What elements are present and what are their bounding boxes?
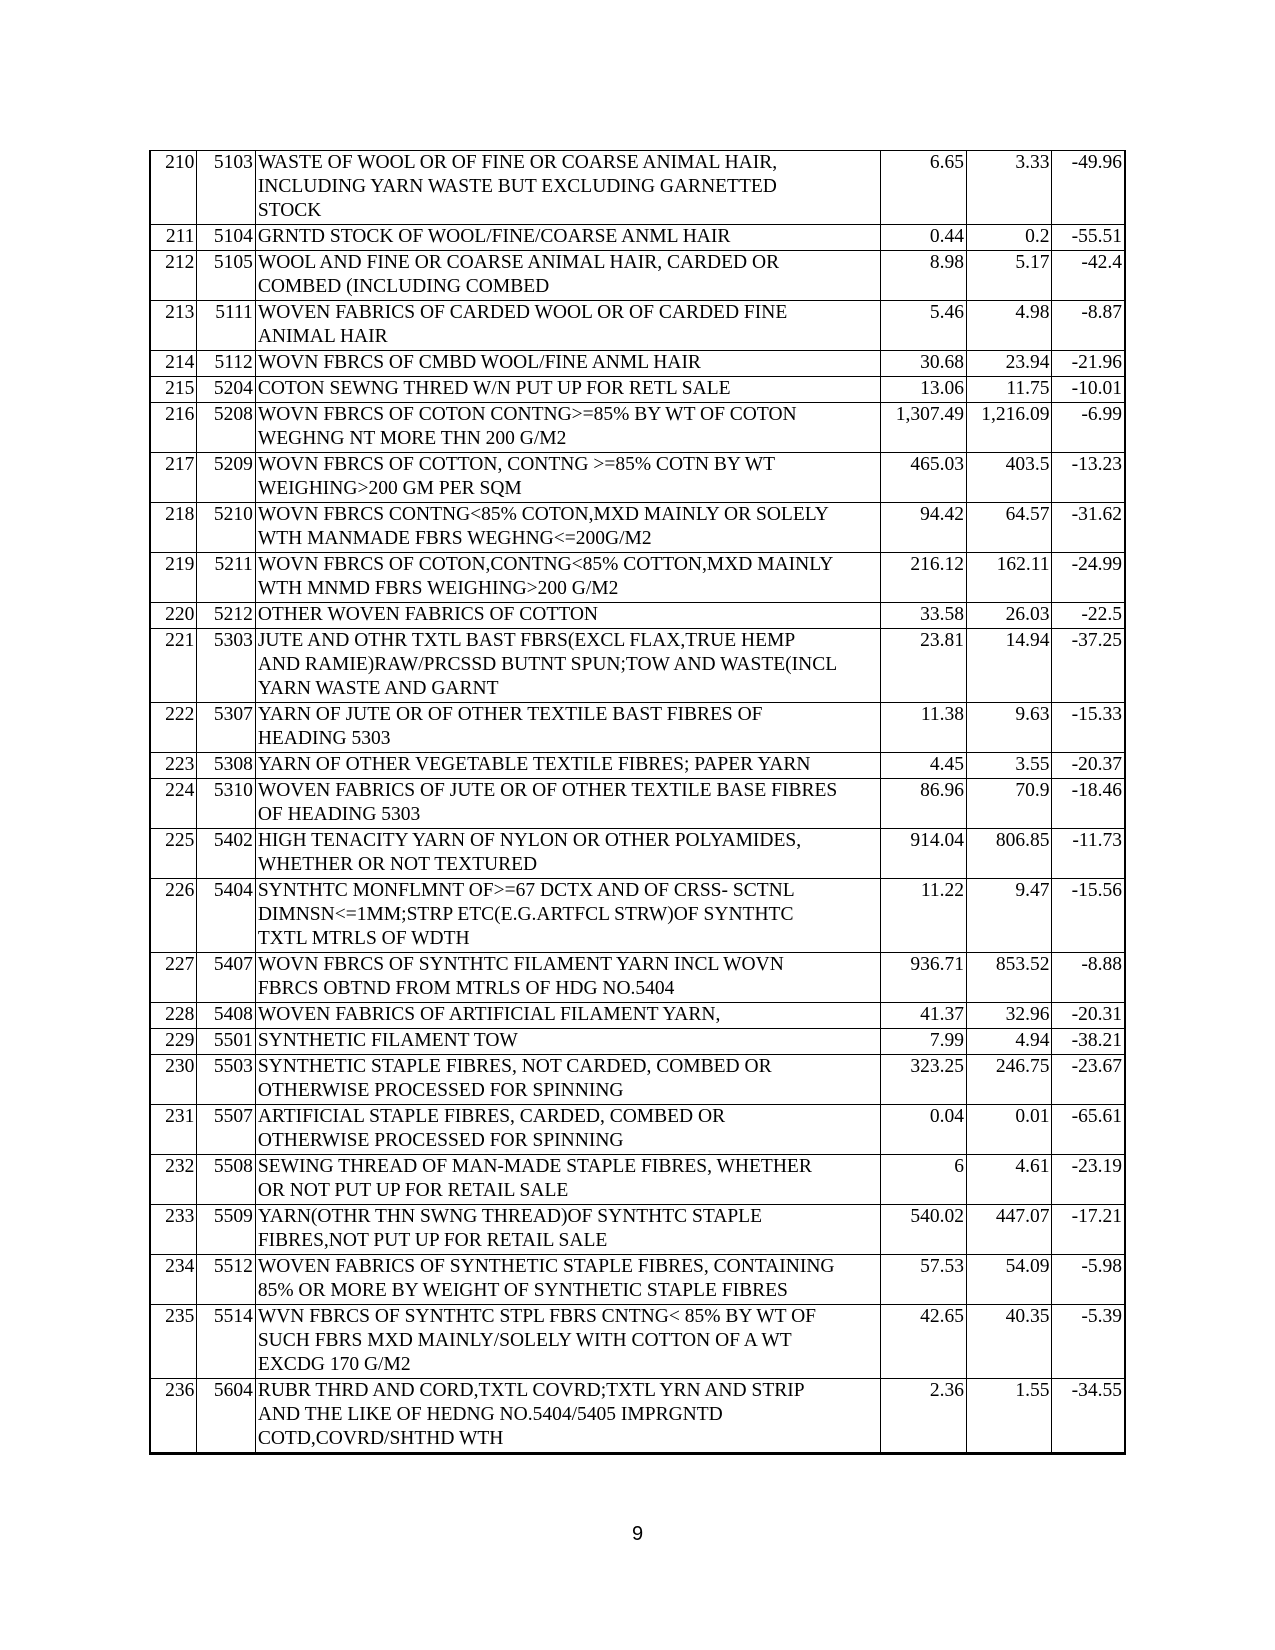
table-row [150, 1029, 1125, 1055]
table-row [150, 879, 1125, 953]
serial-number-cell: 225 [150, 829, 197, 879]
percent-change-cell: -34.55 [1052, 1379, 1125, 1454]
description-cell: GRNTD STOCK OF WOOL/FINE/COARSE ANML HAIR [255, 225, 881, 251]
description-cell: ARTIFICIAL STAPLE FIBRES, CARDED, COMBED OR OTHERWISE PROCESSED FOR SPINNING [255, 1105, 881, 1155]
value-previous-cell: 13.06 [881, 377, 967, 403]
hs-code-cell: 5303 [197, 629, 255, 703]
percent-change-cell: -20.31 [1052, 1003, 1125, 1029]
serial-number-cell: 220 [150, 603, 197, 629]
value-current-cell: 70.9 [966, 779, 1052, 829]
table-row [150, 301, 1125, 351]
description-cell: YARN OF OTHER VEGETABLE TEXTILE FIBRES; PAPER YARN [255, 753, 881, 779]
value-current-cell: 32.96 [966, 1003, 1052, 1029]
percent-change-cell: -20.37 [1052, 753, 1125, 779]
value-previous-cell: 11.22 [881, 879, 967, 953]
hs-code-cell: 5503 [197, 1055, 255, 1105]
value-previous-cell: 914.04 [881, 829, 967, 879]
value-previous-cell: 5.46 [881, 301, 967, 351]
page-number: 9 [631, 1523, 644, 1545]
description-cell: WOVN FBRCS OF SYNTHTC FILAMENT YARN INCL WOVN FBRCS OBTND FROM MTRLS OF HDG NO.5404 [255, 953, 881, 1003]
serial-number-cell: 232 [150, 1155, 197, 1205]
description-cell: RUBR THRD AND CORD,TXTL COVRD;TXTL YRN AND STRIP AND THE LIKE OF HEDNG NO.5404/5405 IMPRGNTD COTD,COVRD/SHTHD WTH [255, 1379, 881, 1454]
hs-code-cell: 5509 [197, 1205, 255, 1255]
table-row [150, 377, 1125, 403]
serial-number-cell: 222 [150, 703, 197, 753]
value-previous-cell: 540.02 [881, 1205, 967, 1255]
serial-number-cell: 223 [150, 753, 197, 779]
hs-code-cell: 5212 [197, 603, 255, 629]
description-cell: OTHER WOVEN FABRICS OF COTTON [255, 603, 881, 629]
value-current-cell: 806.85 [966, 829, 1052, 879]
hs-code-cell: 5507 [197, 1105, 255, 1155]
serial-number-cell: 228 [150, 1003, 197, 1029]
percent-change-cell: -11.73 [1052, 829, 1125, 879]
table-row [150, 403, 1125, 453]
table-row [150, 753, 1125, 779]
percent-change-cell: -18.46 [1052, 779, 1125, 829]
percent-change-cell: -23.67 [1052, 1055, 1125, 1105]
value-current-cell: 4.61 [966, 1155, 1052, 1205]
value-current-cell: 54.09 [966, 1255, 1052, 1305]
value-current-cell: 40.35 [966, 1305, 1052, 1379]
description-cell: WASTE OF WOOL OR OF FINE OR COARSE ANIMAL HAIR, INCLUDING YARN WASTE BUT EXCLUDING GARNETTED STOCK [255, 151, 881, 225]
serial-number-cell: 213 [150, 301, 197, 351]
value-previous-cell: 0.44 [881, 225, 967, 251]
serial-number-cell: 227 [150, 953, 197, 1003]
description-cell: WVN FBRCS OF SYNTHTC STPL FBRS CNTNG< 85% BY WT OF SUCH FBRS MXD MAINLY/SOLELY WITH COTTON OF A WT EXCDG 170 G/M2 [255, 1305, 881, 1379]
value-previous-cell: 8.98 [881, 251, 967, 301]
value-previous-cell: 2.36 [881, 1379, 967, 1454]
description-cell: HIGH TENACITY YARN OF NYLON OR OTHER POLYAMIDES, WHETHER OR NOT TEXTURED [255, 829, 881, 879]
percent-change-cell: -37.25 [1052, 629, 1125, 703]
description-cell: WOVEN FABRICS OF JUTE OR OF OTHER TEXTILE BASE FIBRES OF HEADING 5303 [255, 779, 881, 829]
percent-change-cell: -42.4 [1052, 251, 1125, 301]
percent-change-cell: -22.5 [1052, 603, 1125, 629]
percent-change-cell: -10.01 [1052, 377, 1125, 403]
serial-number-cell: 224 [150, 779, 197, 829]
value-current-cell: 0.2 [966, 225, 1052, 251]
table-row [150, 1205, 1125, 1255]
table-row [150, 553, 1125, 603]
table-row [150, 251, 1125, 301]
value-current-cell: 23.94 [966, 351, 1052, 377]
value-previous-cell: 86.96 [881, 779, 967, 829]
description-cell: WOVEN FABRICS OF ARTIFICIAL FILAMENT YARN, [255, 1003, 881, 1029]
table-row [150, 503, 1125, 553]
value-current-cell: 403.5 [966, 453, 1052, 503]
hs-code-cell: 5112 [197, 351, 255, 377]
percent-change-cell: -6.99 [1052, 403, 1125, 453]
value-previous-cell: 0.04 [881, 1105, 967, 1155]
percent-change-cell: -21.96 [1052, 351, 1125, 377]
percent-change-cell: -5.98 [1052, 1255, 1125, 1305]
table-row [150, 1055, 1125, 1105]
value-previous-cell: 30.68 [881, 351, 967, 377]
table-row [150, 351, 1125, 377]
value-previous-cell: 4.45 [881, 753, 967, 779]
hs-code-cell: 5402 [197, 829, 255, 879]
description-cell: WOVEN FABRICS OF SYNTHETIC STAPLE FIBRES, CONTAINING 85% OR MORE BY WEIGHT OF SYNTHETIC STAPLE FIBRES [255, 1255, 881, 1305]
serial-number-cell: 218 [150, 503, 197, 553]
value-current-cell: 3.33 [966, 151, 1052, 225]
percent-change-cell: -24.99 [1052, 553, 1125, 603]
description-cell: SEWING THREAD OF MAN-MADE STAPLE FIBRES, WHETHER OR NOT PUT UP FOR RETAIL SALE [255, 1155, 881, 1205]
hs-code-cell: 5111 [197, 301, 255, 351]
value-previous-cell: 1,307.49 [881, 403, 967, 453]
hs-code-cell: 5508 [197, 1155, 255, 1205]
serial-number-cell: 226 [150, 879, 197, 953]
description-cell: YARN(OTHR THN SWNG THREAD)OF SYNTHTC STAPLE FIBRES,NOT PUT UP FOR RETAIL SALE [255, 1205, 881, 1255]
value-previous-cell: 57.53 [881, 1255, 967, 1305]
value-previous-cell: 94.42 [881, 503, 967, 553]
hs-code-cell: 5105 [197, 251, 255, 301]
description-cell: SYNTHETIC FILAMENT TOW [255, 1029, 881, 1055]
serial-number-cell: 216 [150, 403, 197, 453]
table-row [150, 1379, 1125, 1454]
percent-change-cell: -38.21 [1052, 1029, 1125, 1055]
hs-code-cell: 5209 [197, 453, 255, 503]
percent-change-cell: -8.87 [1052, 301, 1125, 351]
table-row [150, 1105, 1125, 1155]
percent-change-cell: -49.96 [1052, 151, 1125, 225]
description-cell: WOVN FBRCS CONTNG<85% COTON,MXD MAINLY OR SOLELY WTH MANMADE FBRS WEGHNG<=200G/M2 [255, 503, 881, 553]
hs-code-cell: 5308 [197, 753, 255, 779]
percent-change-cell: -31.62 [1052, 503, 1125, 553]
value-previous-cell: 936.71 [881, 953, 967, 1003]
value-previous-cell: 41.37 [881, 1003, 967, 1029]
percent-change-cell: -5.39 [1052, 1305, 1125, 1379]
serial-number-cell: 230 [150, 1055, 197, 1105]
value-previous-cell: 6 [881, 1155, 967, 1205]
description-cell: COTON SEWNG THRED W/N PUT UP FOR RETL SALE [255, 377, 881, 403]
serial-number-cell: 214 [150, 351, 197, 377]
percent-change-cell: -23.19 [1052, 1155, 1125, 1205]
hs-code-cell: 5408 [197, 1003, 255, 1029]
description-cell: WOVN FBRCS OF COTON CONTNG>=85% BY WT OF COTON WEGHNG NT MORE THN 200 G/M2 [255, 403, 881, 453]
description-cell: WOVN FBRCS OF CMBD WOOL/FINE ANML HAIR [255, 351, 881, 377]
table-row [150, 151, 1125, 225]
serial-number-cell: 215 [150, 377, 197, 403]
description-cell: SYNTHTC MONFLMNT OF>=67 DCTX AND OF CRSS- SCTNL DIMNSN<=1MM;STRP ETC(E.G.ARTFCL STRW)OF SYNTHTC TXTL MTRLS OF WDTH [255, 879, 881, 953]
value-previous-cell: 11.38 [881, 703, 967, 753]
table-row [150, 703, 1125, 753]
table-row [150, 1305, 1125, 1379]
table-row [150, 779, 1125, 829]
commodity-table [149, 150, 1126, 1455]
value-previous-cell: 33.58 [881, 603, 967, 629]
table-row [150, 603, 1125, 629]
description-cell: WOOL AND FINE OR COARSE ANIMAL HAIR, CARDED OR COMBED (INCLUDING COMBED [255, 251, 881, 301]
description-cell: WOVN FBRCS OF COTTON, CONTNG >=85% COTN BY WT WEIGHING>200 GM PER SQM [255, 453, 881, 503]
value-previous-cell: 6.65 [881, 151, 967, 225]
serial-number-cell: 233 [150, 1205, 197, 1255]
percent-change-cell: -15.56 [1052, 879, 1125, 953]
table-row [150, 829, 1125, 879]
value-current-cell: 11.75 [966, 377, 1052, 403]
description-cell: JUTE AND OTHR TXTL BAST FBRS(EXCL FLAX,TRUE HEMP AND RAMIE)RAW/PRCSSD BUTNT SPUN;TOW AND WASTE(INCL YARN WASTE AND GARNT [255, 629, 881, 703]
serial-number-cell: 217 [150, 453, 197, 503]
hs-code-cell: 5512 [197, 1255, 255, 1305]
value-current-cell: 162.11 [966, 553, 1052, 603]
value-current-cell: 4.98 [966, 301, 1052, 351]
value-previous-cell: 323.25 [881, 1055, 967, 1105]
serial-number-cell: 211 [150, 225, 197, 251]
serial-number-cell: 234 [150, 1255, 197, 1305]
value-current-cell: 0.01 [966, 1105, 1052, 1155]
value-current-cell: 4.94 [966, 1029, 1052, 1055]
description-cell: WOVN FBRCS OF COTON,CONTNG<85% COTTON,MXD MAINLY WTH MNMD FBRS WEIGHING>200 G/M2 [255, 553, 881, 603]
hs-code-cell: 5514 [197, 1305, 255, 1379]
value-current-cell: 26.03 [966, 603, 1052, 629]
table-row [150, 1255, 1125, 1305]
table-row [150, 225, 1125, 251]
table-row [150, 1155, 1125, 1205]
commodity-table-body [150, 151, 1125, 1454]
description-cell: SYNTHETIC STAPLE FIBRES, NOT CARDED, COMBED OR OTHERWISE PROCESSED FOR SPINNING [255, 1055, 881, 1105]
value-current-cell: 9.47 [966, 879, 1052, 953]
percent-change-cell: -65.61 [1052, 1105, 1125, 1155]
hs-code-cell: 5211 [197, 553, 255, 603]
value-previous-cell: 23.81 [881, 629, 967, 703]
value-current-cell: 3.55 [966, 753, 1052, 779]
value-current-cell: 1,216.09 [966, 403, 1052, 453]
table-row [150, 1003, 1125, 1029]
value-previous-cell: 42.65 [881, 1305, 967, 1379]
table-row [150, 453, 1125, 503]
hs-code-cell: 5103 [197, 151, 255, 225]
table-row [150, 629, 1125, 703]
serial-number-cell: 212 [150, 251, 197, 301]
value-current-cell: 5.17 [966, 251, 1052, 301]
hs-code-cell: 5501 [197, 1029, 255, 1055]
serial-number-cell: 231 [150, 1105, 197, 1155]
value-previous-cell: 216.12 [881, 553, 967, 603]
value-current-cell: 14.94 [966, 629, 1052, 703]
hs-code-cell: 5208 [197, 403, 255, 453]
serial-number-cell: 219 [150, 553, 197, 603]
percent-change-cell: -17.21 [1052, 1205, 1125, 1255]
hs-code-cell: 5210 [197, 503, 255, 553]
value-current-cell: 9.63 [966, 703, 1052, 753]
description-cell: WOVEN FABRICS OF CARDED WOOL OR OF CARDED FINE ANIMAL HAIR [255, 301, 881, 351]
serial-number-cell: 221 [150, 629, 197, 703]
description-cell: YARN OF JUTE OR OF OTHER TEXTILE BAST FIBRES OF HEADING 5303 [255, 703, 881, 753]
percent-change-cell: -55.51 [1052, 225, 1125, 251]
serial-number-cell: 235 [150, 1305, 197, 1379]
hs-code-cell: 5407 [197, 953, 255, 1003]
hs-code-cell: 5404 [197, 879, 255, 953]
percent-change-cell: -8.88 [1052, 953, 1125, 1003]
value-previous-cell: 465.03 [881, 453, 967, 503]
hs-code-cell: 5604 [197, 1379, 255, 1454]
value-current-cell: 447.07 [966, 1205, 1052, 1255]
table-row [150, 953, 1125, 1003]
hs-code-cell: 5310 [197, 779, 255, 829]
serial-number-cell: 229 [150, 1029, 197, 1055]
serial-number-cell: 210 [150, 151, 197, 225]
percent-change-cell: -15.33 [1052, 703, 1125, 753]
value-current-cell: 853.52 [966, 953, 1052, 1003]
hs-code-cell: 5307 [197, 703, 255, 753]
hs-code-cell: 5204 [197, 377, 255, 403]
value-current-cell: 1.55 [966, 1379, 1052, 1454]
value-current-cell: 246.75 [966, 1055, 1052, 1105]
percent-change-cell: -13.23 [1052, 453, 1125, 503]
value-previous-cell: 7.99 [881, 1029, 967, 1055]
serial-number-cell: 236 [150, 1379, 197, 1454]
value-current-cell: 64.57 [966, 503, 1052, 553]
hs-code-cell: 5104 [197, 225, 255, 251]
